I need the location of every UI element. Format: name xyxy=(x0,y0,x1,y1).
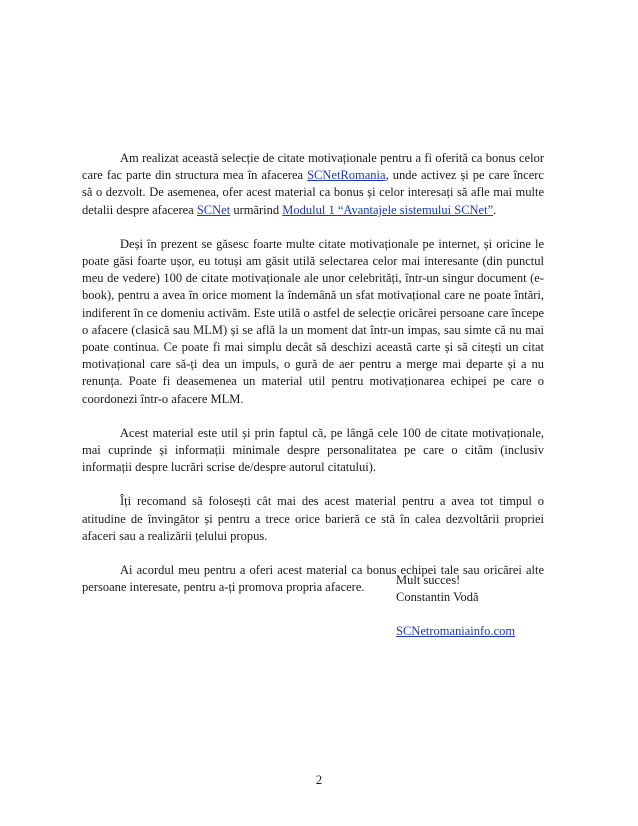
link-scnet[interactable]: SCNet xyxy=(196,202,231,217)
paragraph-text: Am realizat această selecție de citate motivaționale pentru a fi oferită ca bonus celor care fac parte din structura mea în afacerea xyxy=(82,151,544,183)
paragraph-text: . xyxy=(493,202,497,217)
website-link[interactable]: SCNetromaniainfo.com xyxy=(396,624,516,639)
signature-block xyxy=(396,572,515,641)
signature-closing: Mult succes! xyxy=(396,573,461,587)
paragraph-recommendation: Îți recomand să folosești cât mai des acest material pentru a avea tot timpul o atitudine de învingător și pentru a trece orice barieră ce stă în calea dezvoltării propriei afaceri sau a realizării țelului propus. xyxy=(82,494,544,543)
signature-spacer xyxy=(396,606,515,623)
signature-author: Constantin Vodă xyxy=(396,590,479,605)
paragraph-usefulness: Acest material este util și prin faptul că, pe lângă cele 100 de citate motivaționale, mai cuprinde și informații minimale despre personalitatea pe care o citâm (inclusiv informații despre lucrări scrise de/despre autorul citatului). xyxy=(82,425,544,475)
paragraph-text: , unde activez și pe care încerc să o dezvolt. De asemenea, ofer acest material ca bonus și celor interesați să afle mai multe detalii despre afacerea xyxy=(82,168,544,217)
page-number: 2 xyxy=(315,773,323,787)
paragraph-text: urmărind xyxy=(230,202,283,217)
paragraph-permission: Ai acordul meu pentru a oferi acest material ca bonus echipei tale sau oricărei alte persoane interesate, pentru a-ți promova propria afacere. xyxy=(82,563,544,595)
link-modulul-1[interactable]: Modulul 1 “Avantajele sistemului SCNet” xyxy=(282,202,494,217)
paragraph-motivation: Deși în prezent se găsesc foarte multe citate motivaționale pe internet, și oricine le poate găsi foarte ușor, eu totuși am găsit utilă selectarea celor mai interesante (din punctul meu de vedere) 100 de citate motivaționale ale unor celebrități, într-un singur document (e-book), pentru a avea în orice moment la îndemână un sfat motivațional care ne poate întări, indiferent în ce domeniu activăm. Este utilă o astfel de selecție oricărei persoane care începe o afacere (clasică sau MLM) și se află la un moment dat într-un impas, sau simte că nu mai poate continua. Ce poate fi mai simplu decât să deschizi această carte și să citești un citat motivațional care să-ți dea un impuls, o gură de aer pentru a merge mai departe și a nu renunța. Poate fi deasemenea un material util pentru motivaționarea echipei pe care o coordonezi într-o afacere MLM. xyxy=(82,236,544,406)
paragraph-intro xyxy=(82,150,544,219)
link-scnetromania[interactable]: SCNetRomania xyxy=(307,168,386,183)
document-body xyxy=(82,150,544,613)
